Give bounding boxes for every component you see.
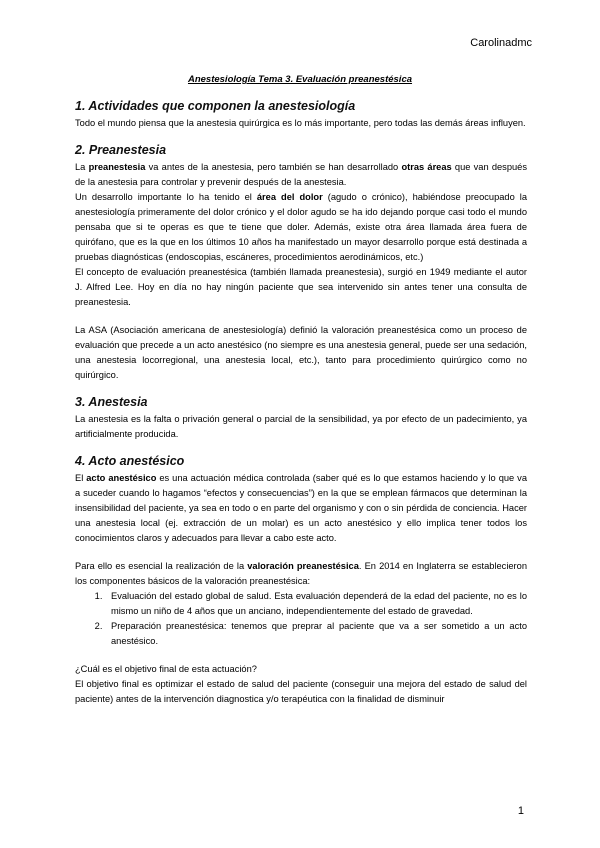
document-body [75,99,527,719]
section-heading: 2. Preanestesia [75,143,167,157]
section-anestesia [75,395,527,442]
paragraph: ¿Cuál es el objetivo final de esta actuación? [75,664,257,674]
bold-term: preanestesia [88,162,146,172]
spacer [75,649,527,662]
list-item: 1. Evaluación del estado global de salud. Esta evaluación dependerá de la edad del paciente, no es lo mismo un niño de 4 años que un anciano, independientemente del estado de gravedad. [105,589,527,619]
text-run: va antes de la anestesia, pero también se han desarrollado [145,162,402,172]
list-item: 2. Preparación preanestésica: tenemos que preprar al paciente que va a ser sometido a un acto anestésico. [105,619,527,649]
bold-term: acto anestésico [86,473,157,483]
section-preanestesia [75,143,527,383]
paragraph [75,190,527,265]
paragraph [75,160,527,190]
numbered-list [75,589,527,649]
author-header: Carolinadmc [470,37,532,49]
paragraph: La ASA (Asociación americana de anestesiología) definió la valoración preanestésica como un proceso de evaluación que precede a un acto anestésico (no siempre es una anestesia general, puede ser una sedación, una anestesia locorregional, una anestesia local, etc.), tanto para procedimiento quirúrgico como no quirúrgico. [75,325,527,380]
section-heading: 3. Anestesia [75,395,148,409]
text-run: Un desarrollo importante lo ha tenido el [75,192,257,202]
paragraph: Todo el mundo piensa que la anestesia quirúrgica es lo más importante, pero todas las demás áreas influyen. [75,118,526,128]
text-run: (agudo o crónico), habiéndose preocupado la anestesiología primeramente del dolor crónico y el dolor agudo se ha ido dejando porque casi todo el mundo pensaba que si te operas es que te tiene que doler. Además, existe otra área llamada área fuera de quirófano, que es la que en los últimos 10 años ha manifestado un mayor desarrollo porque está destinada a pruebas diagnósticas (endoscopias, escáneres, procedimientos aerodinámicos, etc.) [75,192,528,262]
text-run: . En 2014 en Inglaterra se establecieron los componentes básicos de la valoración preanestésica: [75,561,527,586]
text-run: Para ello es esencial la realización de la [75,561,248,571]
paragraph: El concepto de evaluación preanestésica (también llamada preanestesia), surgió en 1949 mediante el autor J. Alfred Lee. Hoy en día no hay ningún paciente que sea intervenido sin antes tener una consulta de preanestesia. [75,267,527,307]
section-heading: 4. Acto anestésico [75,454,185,468]
spacer [75,546,527,559]
text-run: El [75,473,87,483]
text-run: La [75,162,89,172]
bold-term: área del dolor [256,192,323,202]
spacer [75,310,527,323]
section-acto-anestesico [75,454,527,707]
section-heading: 1. Actividades que componen la anestesiología [75,99,356,113]
bold-term: otras áreas [401,162,452,172]
paragraph [75,559,527,589]
section-actividades [75,99,527,131]
page-number: 1 [517,805,524,817]
paragraph: El objetivo final es optimizar el estado de salud del paciente (conseguir una mejora del estado de salud del paciente) antes de la intervención diagnostica y/o terapéutica con la finalidad de disminuir [75,679,527,704]
bold-term: valoración preanestésica [247,561,359,571]
document-title: Anestesiología Tema 3. Evaluación preanestésica [187,74,413,85]
text-run: es una actuación médica controlada (saber qué es lo que estamos haciendo y lo que va a suceder cuando lo hagamos “efectos y consecuencias”) en la que se emplean fármacos que determinan la insensibilidad del paciente, ya sea en todo o en parte del organismo y con o sin pérdida de conciencia. Hacer una anestesia local (ej. extracción de un molar) es un acto anestésico y ello implica tener todos los conocimientos claros y adecuados para llevar a cabo este acto. [75,473,528,543]
paragraph: La anestesia es la falta o privación general o parcial de la sensibilidad, ya por efecto de un padecimiento, ya artificialmente producida. [75,414,527,439]
paragraph [75,471,527,546]
text-run: que van después de la anestesia para controlar y prevenir después de la anestesia. [75,162,527,187]
